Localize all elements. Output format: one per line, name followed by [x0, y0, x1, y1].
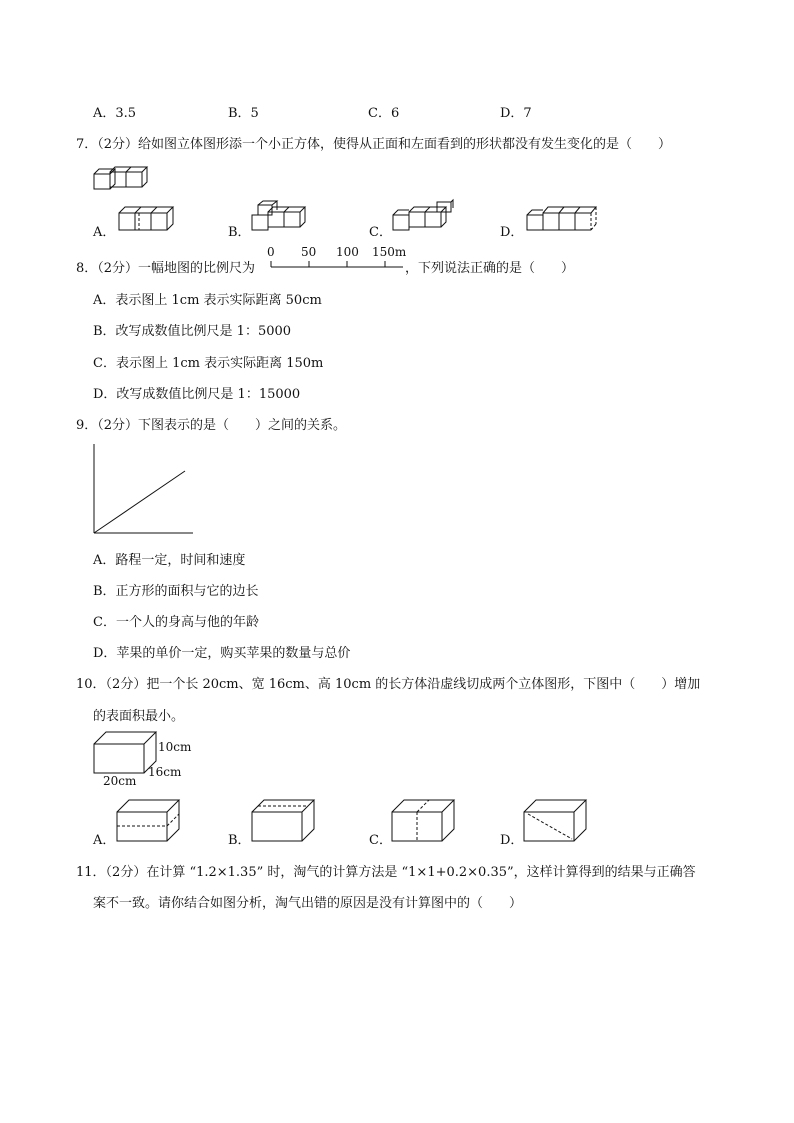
q7-option-a-label: A．	[93, 225, 116, 240]
q10-dim-length: 20cm	[103, 774, 137, 788]
q8-option-c: C．表示图上 1cm 表示实际距离 150m	[93, 356, 324, 371]
q10-option-d-label: D．	[500, 833, 524, 848]
q10-option-b-label: B．	[228, 833, 251, 848]
q10-option-a-figure	[115, 798, 181, 844]
q10-dim-height: 10cm	[158, 740, 192, 754]
q8-stem-after: ，下列说法正确的是（ ）	[405, 261, 575, 276]
q9-option-d: D．苹果的单价一定，购买苹果的数量与总价	[93, 646, 351, 661]
q6-option-b: B．5	[228, 106, 259, 121]
q8-option-b: B．改写成数值比例尺是 1：5000	[93, 324, 292, 339]
q7-option-b-figure	[250, 200, 310, 232]
q8-option-a: A．表示图上 1cm 表示实际距离 50cm	[93, 293, 322, 308]
q9-graph	[92, 442, 196, 536]
q10-option-c-label: C．	[369, 833, 392, 848]
q6-option-c: C．6	[368, 106, 400, 121]
q10-option-c-figure	[390, 798, 456, 844]
q8-option-d: D．改写成数值比例尺是 1：15000	[93, 387, 301, 402]
q9-option-a: A．路程一定，时间和速度	[93, 553, 246, 568]
q11-stem-line2: 案不一致。请你结合如图分析，淘气出错的原因是没有计算图中的（ ）	[93, 896, 523, 911]
q7-stem: 7．（2分）给如图立体图形添一个小正方体，使得从正面和左面看到的形状都没有发生变化的是（ ）	[76, 137, 672, 152]
q8-stem-before: 8．（2分）一幅地图的比例尺为	[76, 261, 256, 276]
q6-option-d: D．7	[500, 106, 532, 121]
q8-scale-label-0: 0	[267, 245, 275, 259]
q9-option-b: B．正方形的面积与它的边长	[93, 584, 259, 599]
q10-option-a-label: A．	[93, 833, 116, 848]
q10-stem-line1: 10．（2分）把一个长 20cm、宽 16cm、高 10cm 的长方体沿虚线切成两个立体图形，下图中（ ）增加	[76, 677, 701, 692]
q7-option-d-label: D．	[500, 225, 524, 240]
q8-scale-label-150m: 150m	[372, 245, 407, 259]
q7-option-d-figure	[525, 205, 601, 233]
q10-option-d-figure	[522, 798, 588, 844]
q9-option-c: C．一个人的身高与他的年龄	[93, 615, 259, 630]
q7-option-b-label: B．	[228, 225, 251, 240]
q7-option-c-label: C．	[369, 225, 392, 240]
q7-main-figure	[92, 164, 152, 192]
q7-option-a-figure	[117, 205, 177, 233]
q10-option-b-figure	[250, 798, 316, 844]
q8-scale-label-100: 100	[336, 245, 359, 259]
q10-stem-line2: 的表面积最小。	[93, 709, 185, 724]
q11-stem-line1: 11．（2分）在计算 “1.2×1.35” 时，淘气的计算方法是 “1×1+0.2×0.35”，这样计算得到的结果与正确答	[76, 865, 696, 880]
q9-stem: 9．（2分）下图表示的是（ ）之间的关系。	[76, 418, 347, 433]
q10-dim-width: 16cm	[148, 765, 182, 779]
q7-option-c-figure	[391, 200, 457, 232]
q8-scale-label-50: 50	[301, 245, 317, 259]
q6-option-a: A．3.5	[93, 106, 137, 121]
